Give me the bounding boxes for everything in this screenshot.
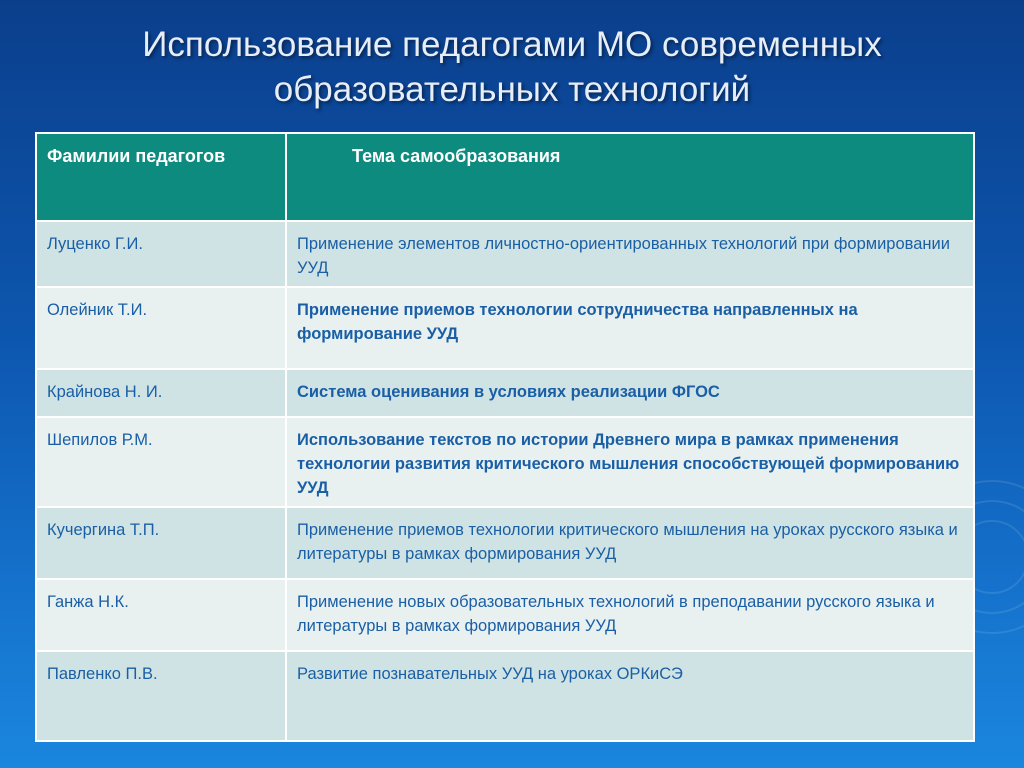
topic-cell: Применение приемов технологии сотрудничества направленных на формирование УУД [286, 287, 974, 369]
slide-title-line-1: Использование педагогами МО современных [142, 25, 882, 64]
teachers-table [35, 132, 973, 740]
topic-cell: Развитие познавательных УУД на уроках ОРКиСЭ [286, 651, 974, 741]
teacher-name-cell: Крайнова Н. И. [36, 369, 286, 417]
table-row [36, 369, 974, 417]
table-row [36, 579, 974, 651]
table-row [36, 287, 974, 369]
topic-cell: Использование текстов по истории Древнего мира в рамках применения технологии развития критического мышления способствующей формированию УУД [286, 417, 974, 507]
topic-cell: Применение приемов технологии критического мышления на уроках русского языка и литературы в рамках формирования УУД [286, 507, 974, 579]
topic-cell: Применение элементов личностно-ориентированных технологий при формировании УУД [286, 221, 974, 287]
table-row [36, 651, 974, 741]
topic-cell: Применение новых образовательных технологий в преподавании русского языка и литературы в рамках формирования УУД [286, 579, 974, 651]
header-topic: Тема самообразования [286, 133, 974, 221]
table-row [36, 507, 974, 579]
topic-cell: Система оценивания в условиях реализации ФГОС [286, 369, 974, 417]
teacher-name-cell: Шепилов Р.М. [36, 417, 286, 507]
self-education-table [35, 132, 975, 742]
teacher-name-cell: Кучергина Т.П. [36, 507, 286, 579]
teacher-name-cell: Олейник Т.И. [36, 287, 286, 369]
slide-title-line-2: образовательных технологий [273, 70, 751, 109]
slide-title [40, 22, 984, 112]
table-row [36, 417, 974, 507]
teacher-name-cell: Ганжа Н.К. [36, 579, 286, 651]
table-header-row [36, 133, 974, 221]
teacher-name-cell: Луценко Г.И. [36, 221, 286, 287]
table-row [36, 221, 974, 287]
teacher-name-cell: Павленко П.В. [36, 651, 286, 741]
header-teachers: Фамилии педагогов [36, 133, 286, 221]
